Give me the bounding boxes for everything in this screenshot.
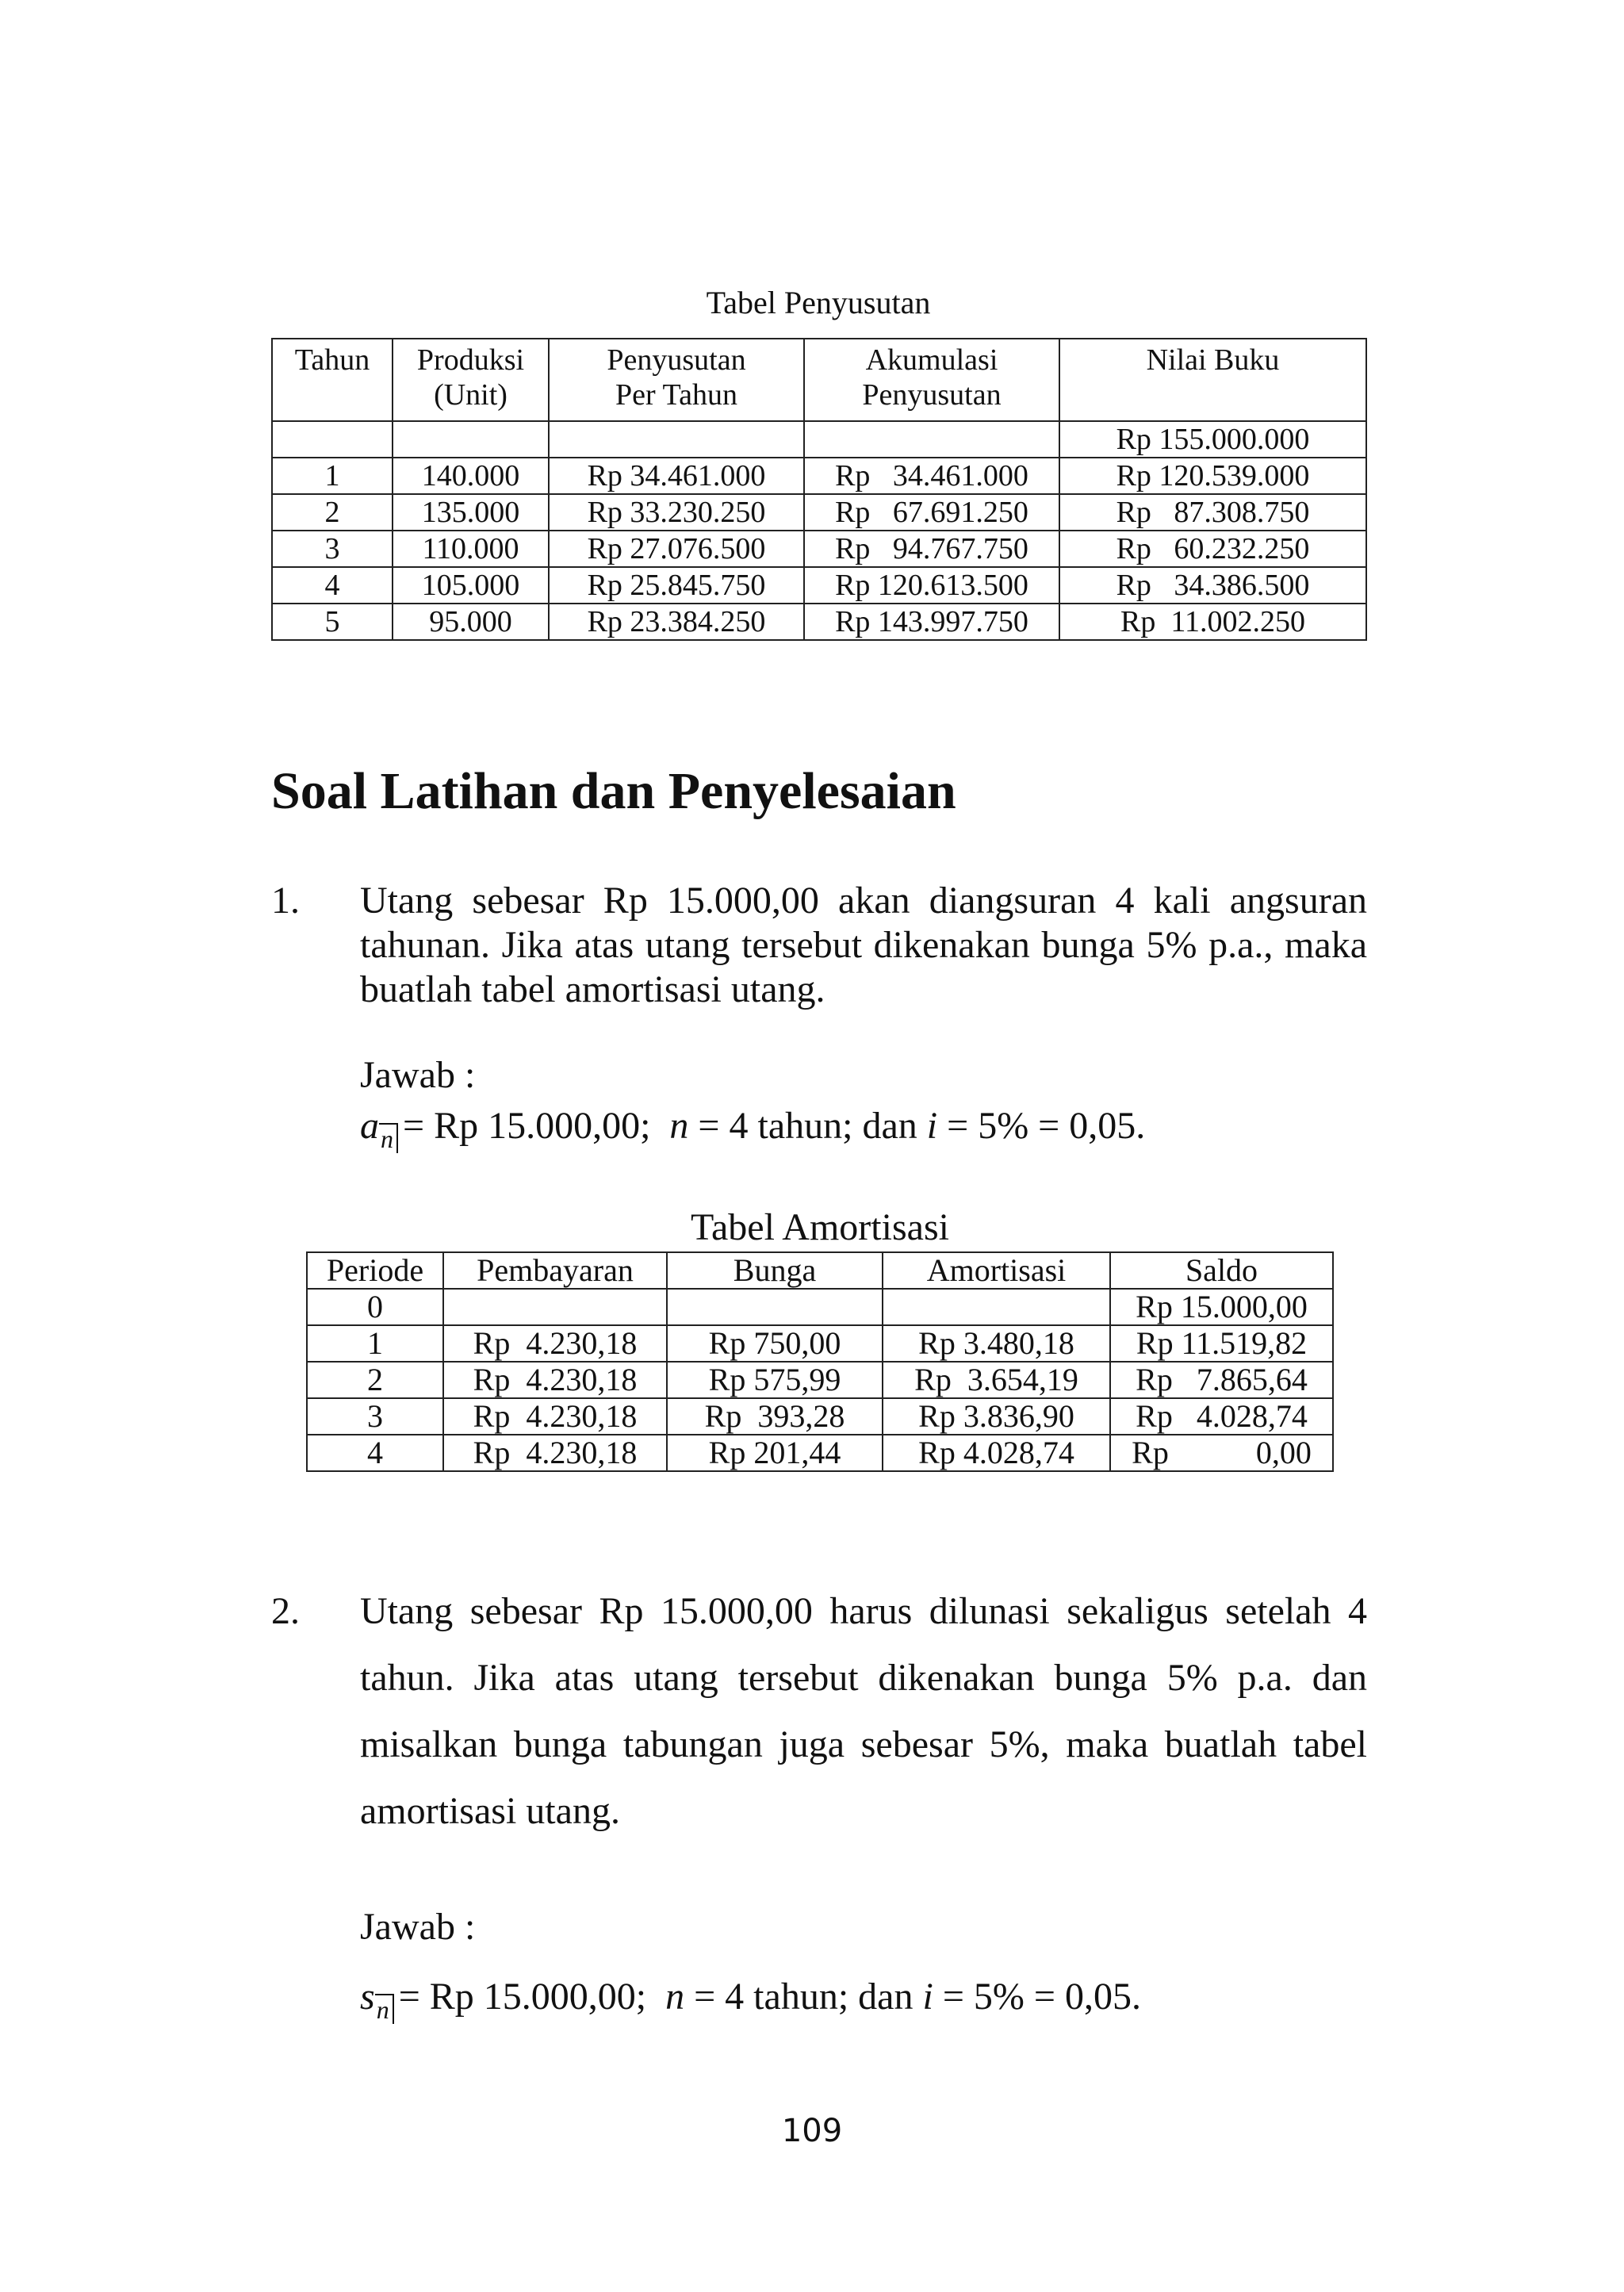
table-cell: Rp 15.000,00: [1110, 1289, 1333, 1325]
table-cell: 1: [307, 1325, 443, 1362]
table-row: [272, 458, 1366, 494]
formula-symbol: s: [360, 1976, 375, 2018]
table-cell: Rp 33.230.250: [549, 494, 804, 531]
table-row: [307, 1398, 1333, 1435]
table-row: [272, 531, 1366, 567]
amortization-table-header: [307, 1252, 1333, 1289]
problem-2-number: 2.: [271, 1590, 300, 1632]
table-cell: Rp 4.230,18: [443, 1325, 667, 1362]
formula-part: = Rp 15.000,00;: [398, 1976, 666, 2018]
col-header-tahun: Tahun: [272, 339, 393, 421]
table-cell: 4: [272, 567, 393, 604]
table-cell: Rp 750,00: [667, 1325, 883, 1362]
problem-1-formula: [360, 1104, 1146, 1153]
problem-1-answer-label: Jawab :: [360, 1054, 476, 1096]
table-cell: 4: [307, 1435, 443, 1471]
table-row: [272, 494, 1366, 531]
table-cell: Rp 27.076.500: [549, 531, 804, 567]
table-cell: Rp 4.230,18: [443, 1362, 667, 1398]
formula-n: n: [665, 1976, 685, 2018]
table-cell: Rp 7.865,64: [1110, 1362, 1333, 1398]
table-cell: Rp 120.539.000: [1059, 458, 1366, 494]
formula-part: = 5% = 0,05.: [937, 1105, 1146, 1147]
problem-1-number: 1.: [271, 880, 300, 922]
col-header-periode: Periode: [307, 1252, 443, 1289]
formula-n: n: [669, 1105, 689, 1147]
table-cell: 105.000: [393, 567, 549, 604]
table-cell: Rp 3.480,18: [883, 1325, 1110, 1362]
table-cell: [667, 1289, 883, 1325]
formula-subscript: n: [375, 1994, 394, 2024]
table-cell: Rp 4.230,18: [443, 1398, 667, 1435]
table-cell: [272, 421, 393, 458]
table-cell: Rp 34.461.000: [549, 458, 804, 494]
col-header-bunga: Bunga: [667, 1252, 883, 1289]
table-cell: Rp 11.002.250: [1059, 604, 1366, 640]
table-cell: 140.000: [393, 458, 549, 494]
table-cell: Rp 4.230,18: [443, 1435, 667, 1471]
table-cell: Rp 11.519,82: [1110, 1325, 1333, 1362]
table-row: [272, 567, 1366, 604]
table-cell: Rp 0,00: [1110, 1435, 1333, 1471]
col-header-nilai-buku: Nilai Buku: [1059, 339, 1366, 421]
problem-2-text: Utang sebesar Rp 15.000,00 harus dilunasi sekaligus setelah 4 tahun. Jika atas utang tersebut dikenakan bunga 5% p.a. dan misalkan bunga tabungan juga sebesar 5%, maka buatlah tabel amortisasi utang.: [360, 1590, 1367, 1832]
table-row: [307, 1362, 1333, 1398]
col-header-saldo: Saldo: [1110, 1252, 1333, 1289]
table-cell: Rp 4.028,74: [883, 1435, 1110, 1471]
table-cell: 2: [307, 1362, 443, 1398]
depreciation-table-header: [272, 339, 1366, 421]
table-cell: Rp 120.613.500: [804, 567, 1059, 604]
table-row: [272, 604, 1366, 640]
table-cell: Rp 94.767.750: [804, 531, 1059, 567]
formula-i: i: [922, 1976, 933, 2018]
table-cell: 3: [307, 1398, 443, 1435]
table-row: [307, 1325, 1333, 1362]
problem-1-text: Utang sebesar Rp 15.000,00 akan diangsuran 4 kali angsuran tahunan. Jika atas utang tersebut dikenakan bunga 5% p.a., maka buatlah tabel amortisasi utang.: [360, 880, 1367, 1010]
depreciation-table-caption: Tabel Penyusutan: [706, 285, 931, 320]
depreciation-table: [271, 338, 1367, 641]
formula-part: = Rp 15.000,00;: [403, 1105, 670, 1147]
table-cell: [883, 1289, 1110, 1325]
table-cell: Rp 34.386.500: [1059, 567, 1366, 604]
table-cell: 2: [272, 494, 393, 531]
table-cell: Rp 4.028,74: [1110, 1398, 1333, 1435]
table-cell: Rp 25.845.750: [549, 567, 804, 604]
table-cell: Rp 3.836,90: [883, 1398, 1110, 1435]
col-header-produksi: Produksi (Unit): [393, 339, 549, 421]
col-header-pembayaran: Pembayaran: [443, 1252, 667, 1289]
problem-2-formula: [360, 1975, 1141, 2024]
table-cell: Rp 87.308.750: [1059, 494, 1366, 531]
table-cell: Rp 393,28: [667, 1398, 883, 1435]
formula-part: = 4 tahun; dan: [688, 1105, 927, 1147]
table-cell: 3: [272, 531, 393, 567]
table-cell: 95.000: [393, 604, 549, 640]
table-cell: Rp 23.384.250: [549, 604, 804, 640]
table-cell: [443, 1289, 667, 1325]
formula-subscript: n: [379, 1123, 398, 1153]
table-cell: [393, 421, 549, 458]
formula-symbol: a: [360, 1105, 379, 1147]
table-row: [307, 1289, 1333, 1325]
problem-2-answer-label: Jawab :: [360, 1906, 476, 1948]
col-header-amortisasi: Amortisasi: [883, 1252, 1110, 1289]
table-row: [307, 1435, 1333, 1471]
table-cell: 110.000: [393, 531, 549, 567]
table-cell: Rp 67.691.250: [804, 494, 1059, 531]
table-cell: 1: [272, 458, 393, 494]
table-row: [272, 421, 1366, 458]
table-cell: Rp 143.997.750: [804, 604, 1059, 640]
table-cell: Rp 3.654,19: [883, 1362, 1110, 1398]
table-cell: Rp 34.461.000: [804, 458, 1059, 494]
amortization-table: [306, 1251, 1334, 1472]
table-cell: Rp 60.232.250: [1059, 531, 1366, 567]
formula-i: i: [926, 1105, 938, 1147]
col-header-akumulasi: Akumulasi Penyusutan: [804, 339, 1059, 421]
table-cell: Rp 201,44: [667, 1435, 883, 1471]
formula-part: = 5% = 0,05.: [933, 1976, 1141, 2018]
table-cell: Rp 575,99: [667, 1362, 883, 1398]
table-cell: Rp 155.000.000: [1059, 421, 1366, 458]
table-cell: 135.000: [393, 494, 549, 531]
table-cell: [549, 421, 804, 458]
table-cell: [804, 421, 1059, 458]
table-cell: 0: [307, 1289, 443, 1325]
section-title: Soal Latihan dan Penyelesaian: [271, 762, 956, 820]
col-header-penyusutan: Penyusutan Per Tahun: [549, 339, 804, 421]
page-number: 109: [781, 2113, 843, 2149]
formula-part: = 4 tahun; dan: [684, 1976, 923, 2018]
amortization-table-caption: Tabel Amortisasi: [691, 1206, 949, 1248]
table-cell: 5: [272, 604, 393, 640]
